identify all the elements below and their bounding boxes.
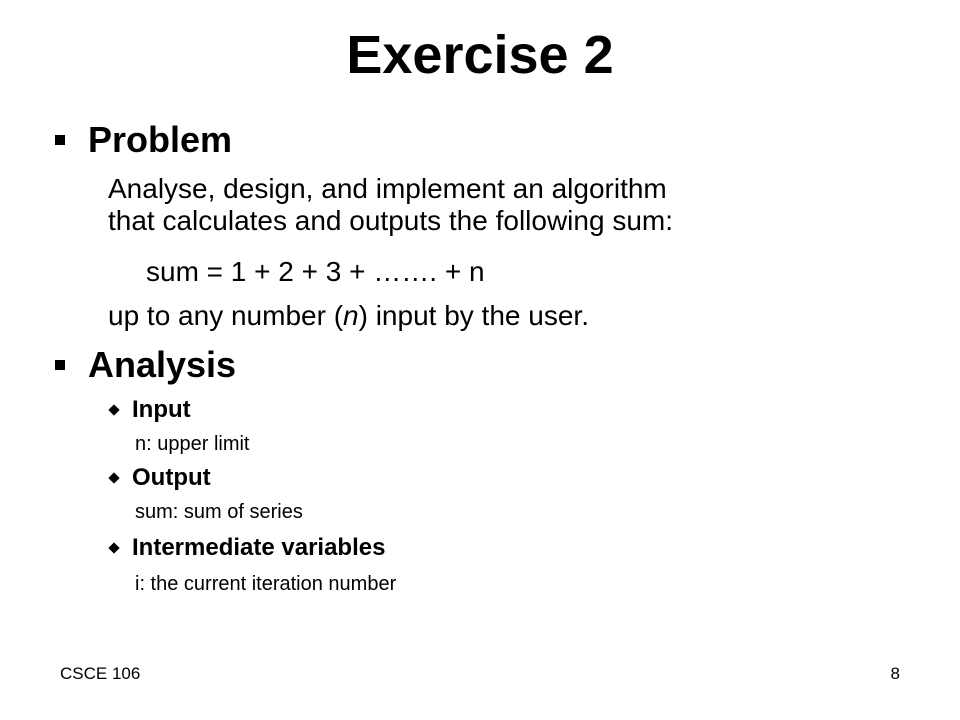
square-bullet-icon xyxy=(55,135,65,145)
problem-text-line-1: Analyse, design, and implement an algorithm xyxy=(108,173,667,204)
analysis-item-desc: i: the current iteration number xyxy=(135,573,397,595)
problem-heading: Problem xyxy=(88,119,233,160)
analysis-item-label: Output xyxy=(132,464,211,491)
analysis-heading: Analysis xyxy=(88,344,237,385)
footer-course: CSCE 106 xyxy=(60,664,141,683)
variable-n: n xyxy=(343,300,359,331)
diamond-bullet-icon xyxy=(108,542,119,553)
page-number: 8 xyxy=(890,664,900,683)
diamond-bullet-icon xyxy=(108,404,119,415)
problem-text-line-3-end: ) input by the user. xyxy=(358,300,589,331)
problem-text-line-3-start: up to any number ( xyxy=(108,300,344,331)
analysis-item-label: Input xyxy=(132,396,191,423)
slide-title: Exercise 2 xyxy=(346,25,614,85)
problem-text-line-3 xyxy=(108,300,589,332)
analysis-item-desc: sum: sum of series xyxy=(135,501,303,523)
square-bullet-icon xyxy=(55,360,65,370)
problem-text-line-2: that calculates and outputs the following sum: xyxy=(108,205,674,236)
diamond-bullet-icon xyxy=(108,472,119,483)
sum-formula: sum = 1 + 2 + 3 + ……. + n xyxy=(146,256,485,287)
analysis-item-desc: n: upper limit xyxy=(135,433,250,455)
analysis-item-label: Intermediate variables xyxy=(132,534,386,561)
